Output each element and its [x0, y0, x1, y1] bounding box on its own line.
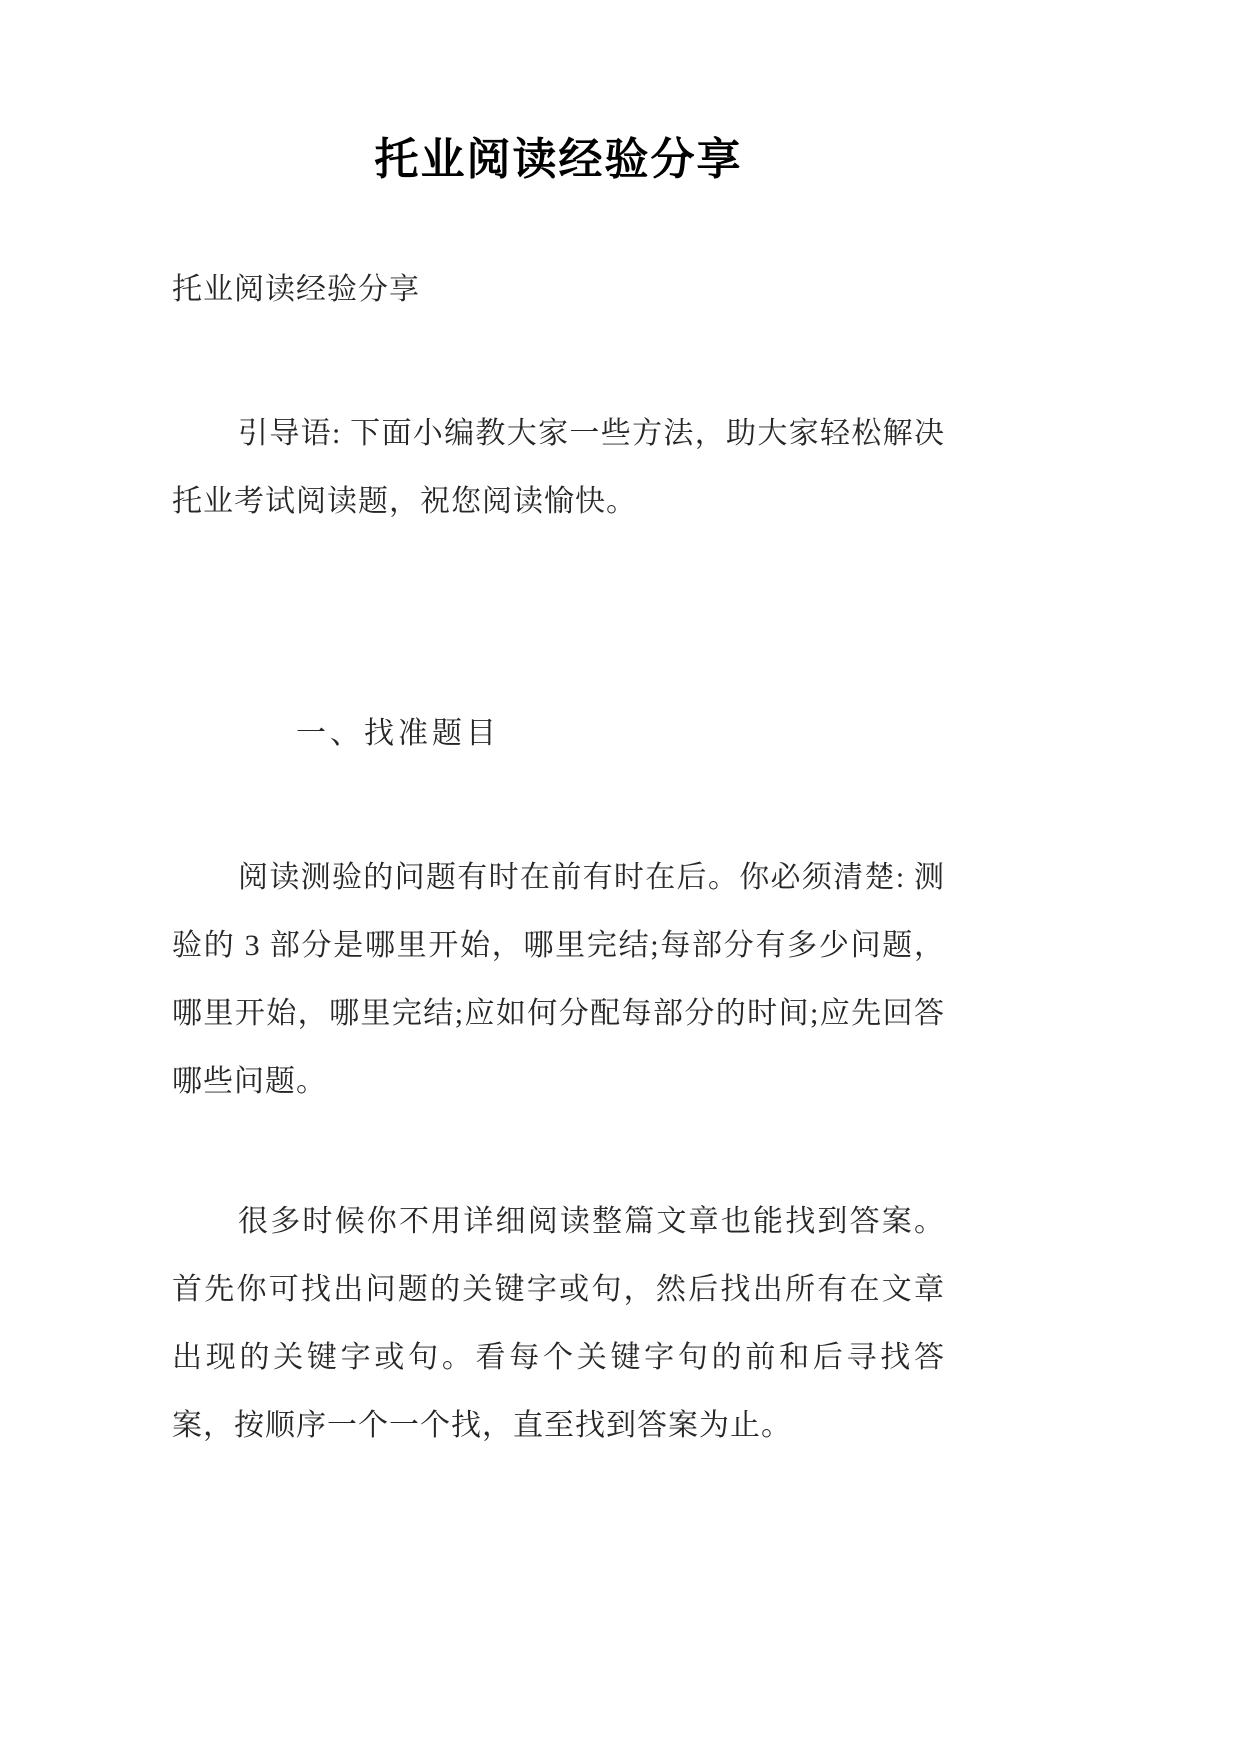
intro-paragraph: 引导语: 下面小编教大家一些方法，助大家轻松解决托业考试阅读题，祝您阅读愉快。	[172, 417, 945, 518]
section-1-paragraph-2: 很多时候你不用详细阅读整篇文章也能找到答案。首先你可找出问题的关键字或句，然后找出所有在文章出现的关键字或句。看每个关键字句的前和后寻找答案，按顺序一个一个找，直至找到答案为止。	[172, 1205, 945, 1442]
document-subtitle: 托业阅读经验分享	[172, 273, 420, 306]
section-1-paragraph-1: 阅读测验的问题有时在前有时在后。你必须清楚: 测验的 3 部分是哪里开始，哪里完结;每部分有多少问题，哪里开始，哪里完结;应如何分配每部分的时间;应先回答哪些问题。	[172, 861, 945, 1098]
document-title: 托业阅读经验分享	[374, 135, 743, 184]
section-1-heading: 一、找准题目	[296, 717, 500, 750]
